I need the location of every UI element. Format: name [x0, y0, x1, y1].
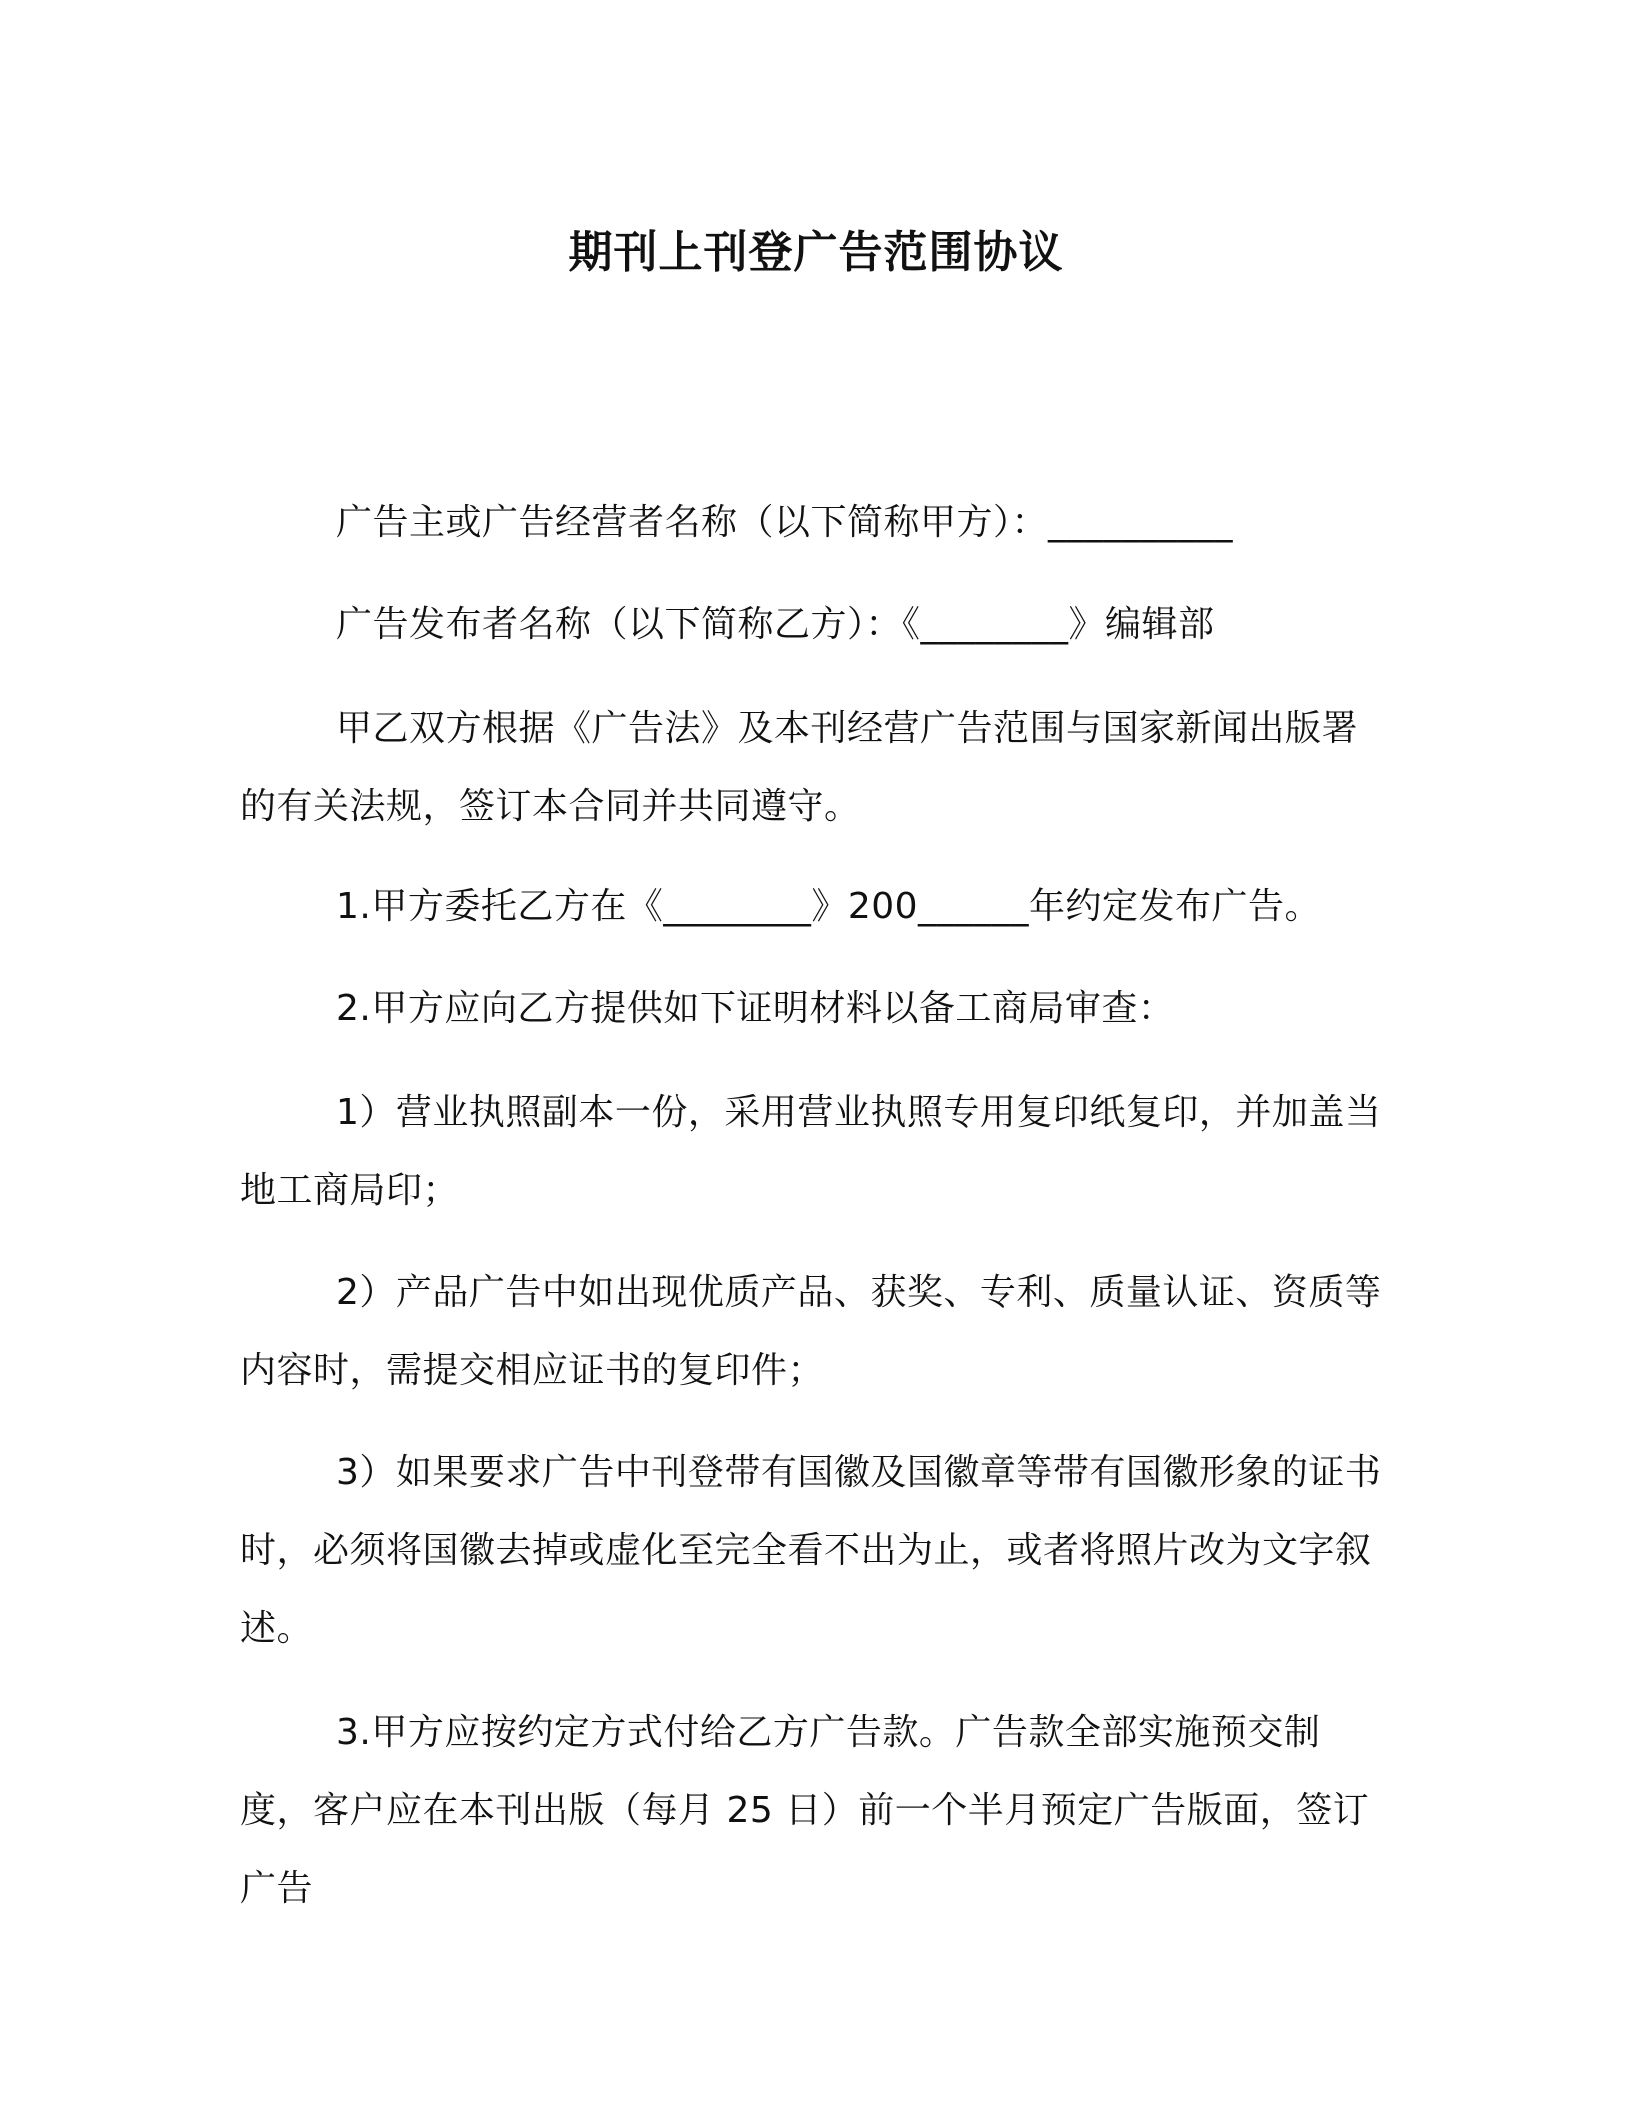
clause-2: 2.甲方应向乙方提供如下证明材料以备工商局审查：	[336, 988, 1175, 1029]
preamble-paragraph: 甲乙双方根据《广告法》及本刊经营广告范围与国家新闻出版署的有关法规，签订本合同并共同遵守。	[240, 708, 1359, 827]
document-title: 期刊上刊登广告范围协议	[568, 227, 1064, 278]
party-a-line: 广告主或广告经营者名称（以下简称甲方）：__________	[336, 502, 1234, 543]
party-b-line: 广告发布者名称（以下简称乙方）：《________》编辑部	[336, 604, 1215, 645]
clause-3: 3.甲方应按约定方式付给乙方广告款。广告款全部实施预交制度，客户应在本刊出版（每月 25 日）前一个半月预定广告版面，签订广告	[240, 1712, 1370, 1909]
clause-2-item-2: 2）产品广告中如出现优质产品、获奖、专利、质量认证、资质等内容时，需提交相应证书的复印件；	[240, 1272, 1382, 1391]
clause-2-item-1: 1）营业执照副本一份，采用营业执照专用复印纸复印，并加盖当地工商局印；	[240, 1092, 1382, 1211]
clause-2-item-3: 3）如果要求广告中刊登带有国徽及国徽章等带有国徽形象的证书时，必须将国徽去掉或虚化至完全看不出为止，或者将照片改为文字叙述。	[240, 1452, 1382, 1649]
clause-1: 1.甲方委托乙方在《________》200______年约定发布广告。	[336, 886, 1322, 927]
